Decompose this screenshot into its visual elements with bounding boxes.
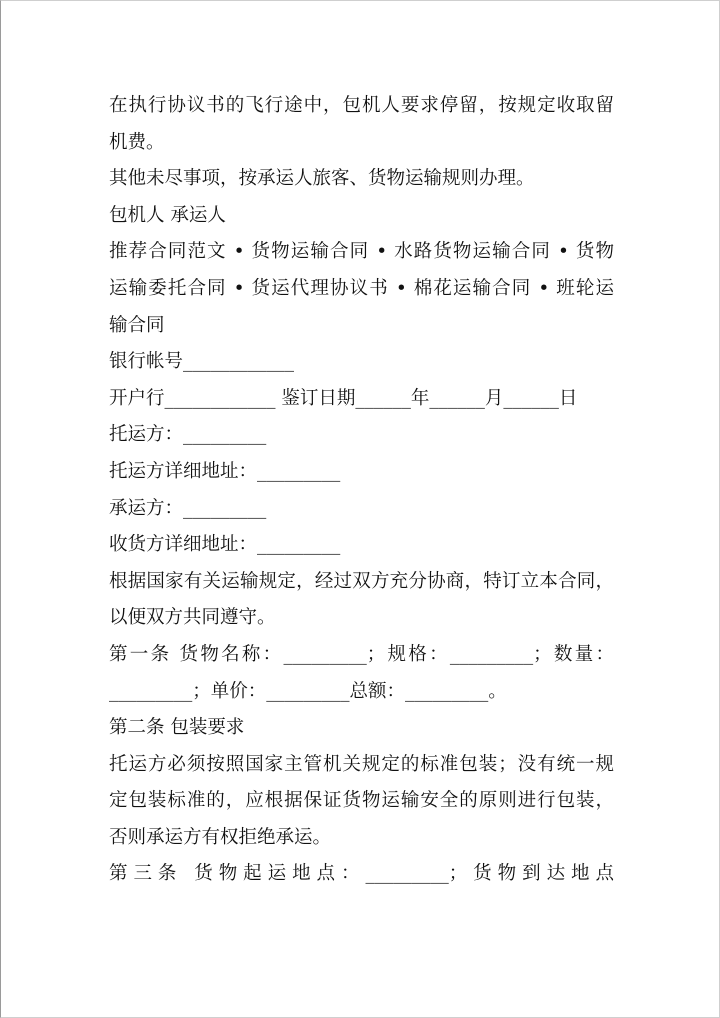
bank-account-field: 银行帐号____________ bbox=[109, 351, 295, 373]
paragraph-line: 其他未尽事项，按承运人旅客、货物运输规则办理。 bbox=[109, 168, 535, 190]
article-2-line: 定包装标准的，应根据保证货物运输安全的原则进行包装， bbox=[109, 790, 614, 812]
paragraph-line: 在执行协议书的飞行途中，包机人要求停留，按规定收取留 bbox=[109, 95, 614, 116]
article-2-line: 托运方必须按照国家主管机关规定的标准包装；没有统一规 bbox=[109, 753, 614, 775]
bank-and-date-field: 开户行____________ 鉴订日期______年______月______日 bbox=[109, 387, 578, 409]
consignee-address-field: 收货方详细地址：_________ bbox=[109, 534, 341, 556]
recommended-contracts-line: 运输委托合同 • 货运代理协议书 • 棉花运输合同 • 班轮运 bbox=[109, 277, 614, 299]
article-2-heading: 第二条 包装要求 bbox=[109, 717, 245, 739]
recommended-contracts-line: 推荐合同范文 • 货物运输合同 • 水路货物运输合同 • 货物 bbox=[109, 241, 614, 263]
article-1-line: _________；单价：_________总额：_________。 bbox=[109, 680, 507, 702]
preamble-line: 根据国家有关运输规定，经过双方充分协商，特订立本合同， bbox=[109, 570, 614, 592]
shipper-address-field: 托运方详细地址：_________ bbox=[109, 460, 341, 482]
preamble-line: 以便双方共同遵守。 bbox=[109, 607, 276, 629]
article-1-line: 第一条 货物名称：_________；规格：_________；数量： bbox=[109, 643, 614, 665]
signature-parties: 包机人 承运人 bbox=[109, 204, 226, 226]
recommended-contracts-line: 输合同 bbox=[109, 314, 165, 336]
article-2-line: 否则承运方有权拒绝承运。 bbox=[109, 826, 332, 848]
paragraph-line: 机费。 bbox=[109, 131, 165, 153]
carrier-field: 承运方：_________ bbox=[109, 497, 267, 519]
article-3-line: 第三条 货物起运地点：_________；货物到达地点 bbox=[109, 863, 614, 885]
shipper-field: 托运方：_________ bbox=[109, 424, 267, 446]
document-body bbox=[109, 88, 614, 893]
